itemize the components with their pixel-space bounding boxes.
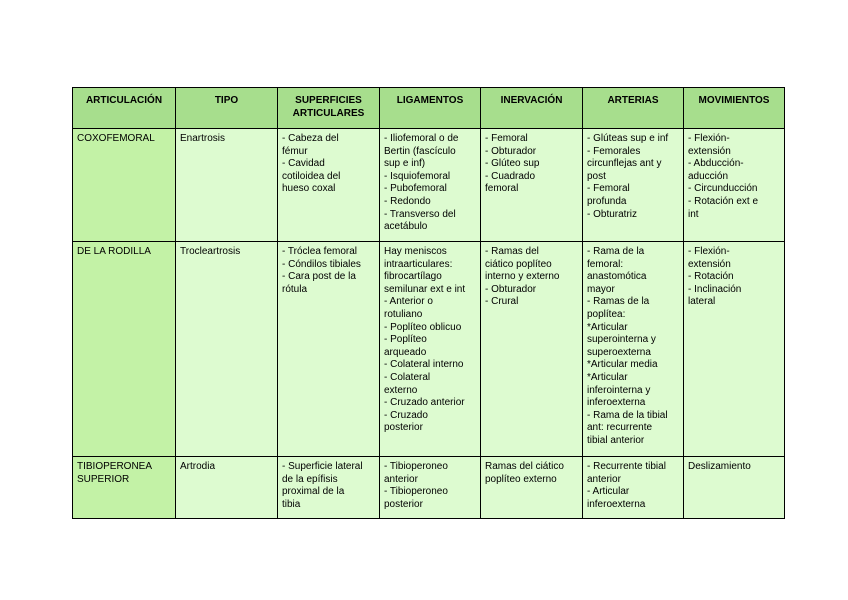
cell-line: Enartrosis <box>180 133 226 144</box>
cell-line: - Isquiofemoral <box>384 170 451 182</box>
cell-articulacion <box>73 129 176 242</box>
cell-line: tibial anterior <box>587 434 645 446</box>
cell-line: - Femorales <box>587 145 641 157</box>
cell-ligamentos <box>380 242 481 457</box>
cell-line: Hay meniscos <box>384 246 447 257</box>
cell-line: Ramas del ciático <box>485 461 564 472</box>
cell-line: *Articular <box>587 321 628 333</box>
cell-line: superointerna y <box>587 334 656 346</box>
cell-line: - Tibioperoneo <box>384 461 448 472</box>
cell-line: externo <box>384 384 418 396</box>
cell-line: - Tróclea femoral <box>282 246 358 257</box>
cell-line: - Rotación <box>688 271 734 283</box>
cell-superficies <box>278 129 380 242</box>
cell-line: - Cóndilos tibiales <box>282 258 361 270</box>
cell-line: - Superficie lateral <box>282 461 363 472</box>
cell-superficies <box>278 242 380 457</box>
cell-line: - Poplíteo oblicuo <box>384 321 462 333</box>
cell-inervacion <box>481 242 583 457</box>
cell-movimientos <box>684 129 785 242</box>
cell-line: tibia <box>282 498 301 510</box>
cell-line: - Iliofemoral o de <box>384 133 459 144</box>
cell-line: SUPERIOR <box>77 473 130 485</box>
header-arterias: ARTERIAS <box>583 88 684 129</box>
cell-line: - Transverso del <box>384 208 456 220</box>
cell-line: cotiloidea del <box>282 170 341 182</box>
cell-line: - Femoral <box>485 133 528 144</box>
cell-line: - Articular <box>587 486 630 498</box>
cell-line: anterior <box>587 473 621 485</box>
cell-line: interno y externo <box>485 271 560 283</box>
header-movimientos: MOVIMIENTOS <box>684 88 785 129</box>
cell-line: acetábulo <box>384 221 428 233</box>
cell-tipo <box>176 242 278 457</box>
cell-line: - Glúteas sup e inf <box>587 133 669 144</box>
table-row <box>73 457 785 519</box>
cell-line: - Cavidad <box>282 158 325 170</box>
cell-line: - Glúteo sup <box>485 158 540 170</box>
cell-line: *Articular <box>587 371 628 383</box>
cell-articulacion <box>73 457 176 519</box>
cell-line: anterior <box>384 473 418 485</box>
cell-line: TIBIOPERONEA <box>77 461 153 472</box>
cell-line: sup e inf) <box>384 158 426 170</box>
cell-inervacion <box>481 129 583 242</box>
cell-line: - Recurrente tibial <box>587 461 666 472</box>
cell-line: - Circunducción <box>688 183 758 195</box>
cell-line: *Articular media <box>587 359 658 371</box>
cell-line: - Rotación ext e <box>688 195 759 207</box>
header-row <box>73 88 785 129</box>
cell-line: ciático poplíteo <box>485 258 552 270</box>
cell-line: extensión <box>688 145 731 157</box>
cell-line: proximal de la <box>282 486 345 498</box>
cell-line: - Colateral interno <box>384 359 464 371</box>
cell-line: - Rama de la tibial <box>587 409 668 421</box>
cell-line: extensión <box>688 258 731 270</box>
cell-ligamentos <box>380 457 481 519</box>
table-row <box>73 242 785 457</box>
cell-line: ant: recurrente <box>587 422 653 434</box>
cell-line: hueso coxal <box>282 183 336 195</box>
cell-line: - Rama de la <box>587 246 645 257</box>
cell-line: inferoexterna <box>587 397 646 409</box>
cell-line: - Ramas de la <box>587 296 650 308</box>
cell-line: femoral: <box>587 258 624 270</box>
cell-line: - Flexión- <box>688 246 730 257</box>
cell-ligamentos <box>380 129 481 242</box>
header-ligamentos: LIGAMENTOS <box>380 88 481 129</box>
cell-line: fémur <box>282 145 308 157</box>
cell-line: - Anterior o <box>384 296 433 308</box>
cell-line: - Cara post de la <box>282 271 356 283</box>
cell-arterias <box>583 457 684 519</box>
cell-line: - Obturador <box>485 145 537 157</box>
header-superficies: SUPERFICIES ARTICULARES <box>278 88 380 129</box>
cell-arterias <box>583 129 684 242</box>
cell-line: circunflejas ant y <box>587 158 662 170</box>
cell-line: - Cuadrado <box>485 170 536 182</box>
cell-line: post <box>587 170 606 182</box>
cell-line: - Obturador <box>485 283 537 295</box>
cell-line: semilunar ext e int <box>384 283 466 295</box>
cell-line: - Tibioperoneo <box>384 486 448 498</box>
cell-inervacion <box>481 457 583 519</box>
cell-line: poplíteo externo <box>485 473 557 485</box>
cell-line: mayor <box>587 283 615 295</box>
cell-line: - Ramas del <box>485 246 539 257</box>
cell-line: posterior <box>384 422 423 434</box>
cell-line: inferoexterna <box>587 498 646 510</box>
cell-tipo <box>176 129 278 242</box>
cell-line: posterior <box>384 498 423 510</box>
cell-line: rotuliano <box>384 308 423 320</box>
cell-line: Artrodia <box>180 461 216 472</box>
cell-line: int <box>688 208 699 220</box>
cell-line: - Cruzado anterior <box>384 397 465 409</box>
cell-line: femoral <box>485 183 519 195</box>
header-tipo: TIPO <box>176 88 278 129</box>
cell-superficies <box>278 457 380 519</box>
cell-line: - Inclinación <box>688 283 742 295</box>
cell-line: - Abducción- <box>688 158 744 170</box>
cell-line: - Femoral <box>587 183 630 195</box>
cell-articulacion <box>73 242 176 457</box>
cell-line: profunda <box>587 195 627 207</box>
cell-movimientos <box>684 242 785 457</box>
cell-line: Bertin (fascículo <box>384 145 456 157</box>
cell-line: anastomótica <box>587 271 647 283</box>
cell-line: - Cruzado <box>384 409 428 421</box>
joints-table <box>72 87 785 519</box>
cell-line: arqueado <box>384 346 427 358</box>
cell-line: - Poplíteo <box>384 334 427 346</box>
cell-line: de la epífisis <box>282 473 338 485</box>
header-inervacion: INERVACIÓN <box>481 88 583 129</box>
cell-line: - Crural <box>485 296 519 308</box>
cell-line: Trocleartrosis <box>180 246 241 257</box>
cell-line: rótula <box>282 283 308 295</box>
table-body <box>73 129 785 519</box>
cell-movimientos <box>684 457 785 519</box>
cell-line: intraarticulares: <box>384 258 453 270</box>
cell-line: - Obturatriz <box>587 208 638 220</box>
cell-line: lateral <box>688 296 716 308</box>
cell-line: inferointerna y <box>587 384 651 396</box>
cell-line: - Colateral <box>384 371 431 383</box>
cell-line: fibrocartílago <box>384 271 442 283</box>
cell-tipo <box>176 457 278 519</box>
cell-arterias <box>583 242 684 457</box>
table-row <box>73 129 785 242</box>
header-articulacion: ARTICULACIÓN <box>73 88 176 129</box>
cell-line: superoexterna <box>587 346 651 358</box>
cell-line: - Cabeza del <box>282 133 339 144</box>
cell-line: COXOFEMORAL <box>77 133 155 144</box>
cell-line: DE LA RODILLA <box>77 246 151 257</box>
cell-line: - Flexión- <box>688 133 730 144</box>
cell-line: poplítea: <box>587 308 626 320</box>
cell-line: - Redondo <box>384 195 431 207</box>
cell-line: aducción <box>688 170 729 182</box>
cell-line: Deslizamiento <box>688 461 751 472</box>
cell-line: - Pubofemoral <box>384 183 447 195</box>
